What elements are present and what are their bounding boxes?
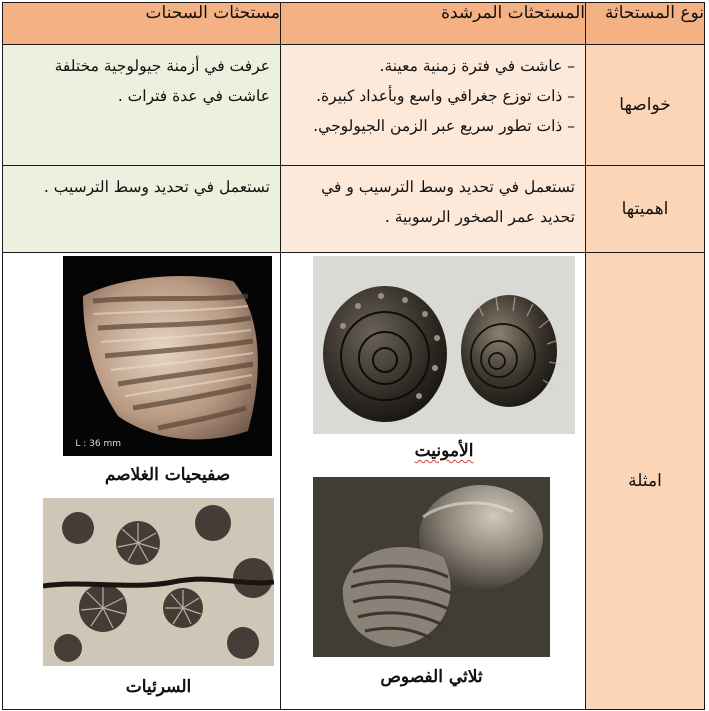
guide-properties-line-2: – ذات توزع جغرافي واسع وبأعداد كبيرة. <box>316 87 575 105</box>
facies-importance-line-1: تستعمل في تحديد وسط الترسيب . <box>43 178 270 196</box>
guide-properties-cell <box>281 45 586 166</box>
importance-label: اهميتها <box>586 166 705 253</box>
ammonite-caption: الأمونيت <box>414 441 474 461</box>
brachiopod-photo <box>63 256 272 456</box>
facies-examples-cell <box>3 253 281 710</box>
header-fossil-type: نوع المستحاثة <box>586 3 705 45</box>
coral-fossil-image <box>43 498 274 666</box>
trilobite-fossil-image <box>313 477 550 657</box>
facies-importance-cell <box>3 166 281 253</box>
guide-importance-line-1: تستعمل في تحديد وسط الترسيب و في <box>321 178 575 196</box>
trilobite-photo <box>313 477 550 657</box>
header-facies-fossils: مستحثات السحنات <box>3 3 281 45</box>
header-row <box>3 3 705 45</box>
guide-examples-cell <box>281 253 586 710</box>
header-guide-fossils: المستحثات المرشدة <box>281 3 586 45</box>
importance-row <box>3 166 705 253</box>
examples-row <box>3 253 705 710</box>
properties-label: خواصها <box>586 45 705 166</box>
ammonite-fossil-image <box>313 256 575 434</box>
brachiopod-fossil-image <box>63 256 272 456</box>
facies-properties-line-1: عرفت في أزمنة جيولوجية مختلفة <box>54 57 270 75</box>
trilobite-caption: ثلاثي الفصوص <box>380 667 483 687</box>
brachiopod-caption: صفيحيات الغلاصم <box>104 465 231 485</box>
coral-caption: السرئيات <box>125 677 192 697</box>
coral-photo <box>43 498 274 666</box>
examples-label: امثلة <box>586 253 705 710</box>
scale-label: L : 36 mm <box>75 439 121 449</box>
guide-importance-line-2: تحديد عمر الصخور الرسوبية . <box>384 208 575 226</box>
guide-importance-cell <box>281 166 586 253</box>
properties-row <box>3 45 705 166</box>
facies-properties-line-2: عاشت في عدة فترات . <box>117 87 270 105</box>
facies-properties-cell <box>3 45 281 166</box>
guide-properties-line-3: – ذات تطور سريع عبر الزمن الجيولوجي. <box>313 117 575 135</box>
ammonite-photo <box>313 256 575 434</box>
guide-properties-line-1: – عاشت في فترة زمنية معينة. <box>379 57 575 75</box>
fossil-comparison-table <box>2 2 705 710</box>
